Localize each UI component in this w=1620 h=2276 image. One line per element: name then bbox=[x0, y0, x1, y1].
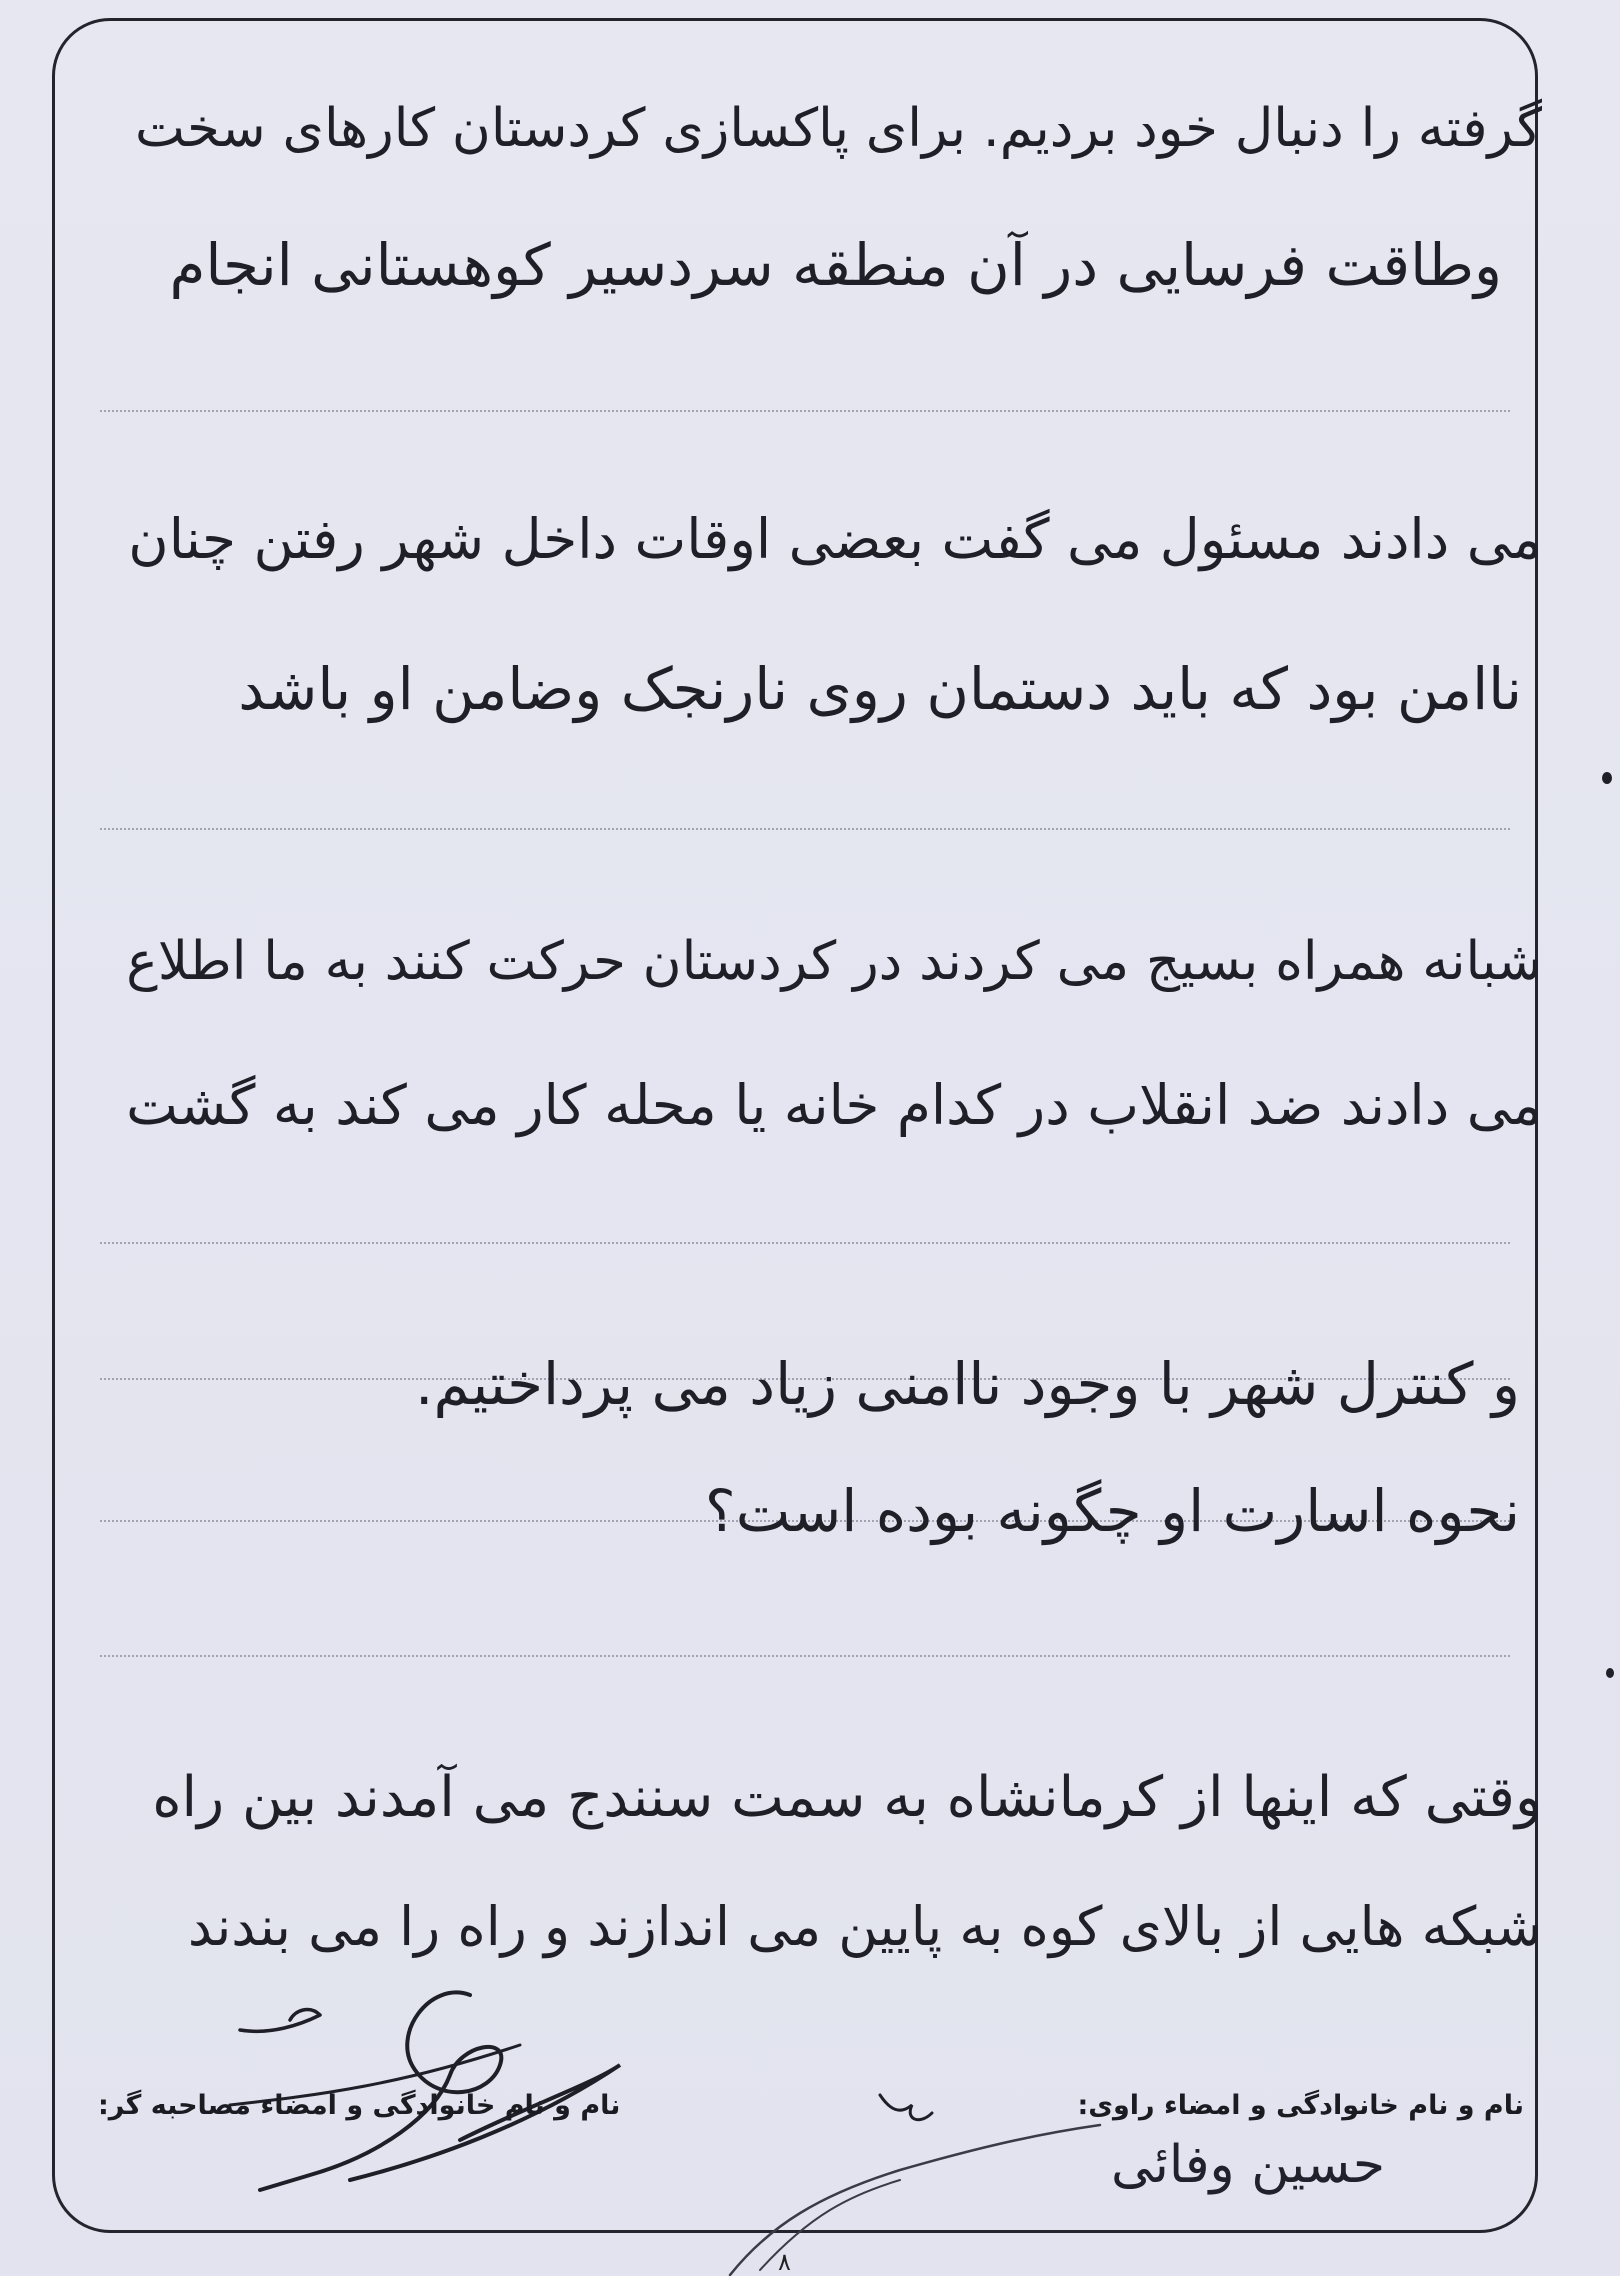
handwritten-line: شبکه هایی از بالای کوه به پایین می اندازند و راه را می بندند bbox=[187, 1895, 1542, 1958]
ruled-line bbox=[100, 1242, 1510, 1244]
interviewer-label: نام و نام خانوادگی و امضاء مصاحبه گر: bbox=[98, 2090, 621, 2121]
handwritten-line: می دادند ضد انقلاب در کدام خانه یا محله کار می کند به گشت bbox=[126, 1073, 1542, 1137]
margin-dot bbox=[1602, 772, 1612, 784]
handwritten-line: می دادند مسئول می گفت بعضی اوقات داخل شهر رفتن چنان bbox=[128, 507, 1542, 571]
margin-dot bbox=[1606, 1668, 1614, 1678]
handwritten-line: وقتی که اینها از کرمانشاه به سمت سنندج می آمدند بین راه bbox=[152, 1765, 1542, 1830]
ruled-line bbox=[100, 828, 1510, 830]
handwritten-line: و کنترل شهر با وجود ناامنی زیاد می پرداختیم. bbox=[415, 1350, 1520, 1418]
ruled-line bbox=[100, 1655, 1510, 1657]
handwritten-line: گرفته را دنبال خود بردیم. برای پاکسازی کردستان کارهای سخت bbox=[135, 98, 1542, 159]
handwritten-line: شبانه همراه بسیج می کردند در کردستان حرکت کنند به ما اطلاع bbox=[126, 931, 1542, 992]
narrator-label: نام و نام خانوادگی و امضاء راوی: bbox=[1077, 2090, 1524, 2121]
handwritten-line: وطاقت فرسایی در آن منطقه سردسیر کوهستانی انجام bbox=[169, 231, 1502, 299]
handwritten-question: نحوه اسارت او چگونه بوده است؟ bbox=[704, 1477, 1520, 1545]
ruled-line bbox=[100, 410, 1510, 412]
narrator-signature bbox=[700, 2075, 1140, 2275]
page-number: ۸ bbox=[778, 2248, 791, 2276]
narrator-name: حسین وفائی bbox=[1111, 2135, 1385, 2195]
handwritten-line: ناامن بود که باید دستمان روی نارنجک وضامن او باشد bbox=[238, 655, 1522, 723]
